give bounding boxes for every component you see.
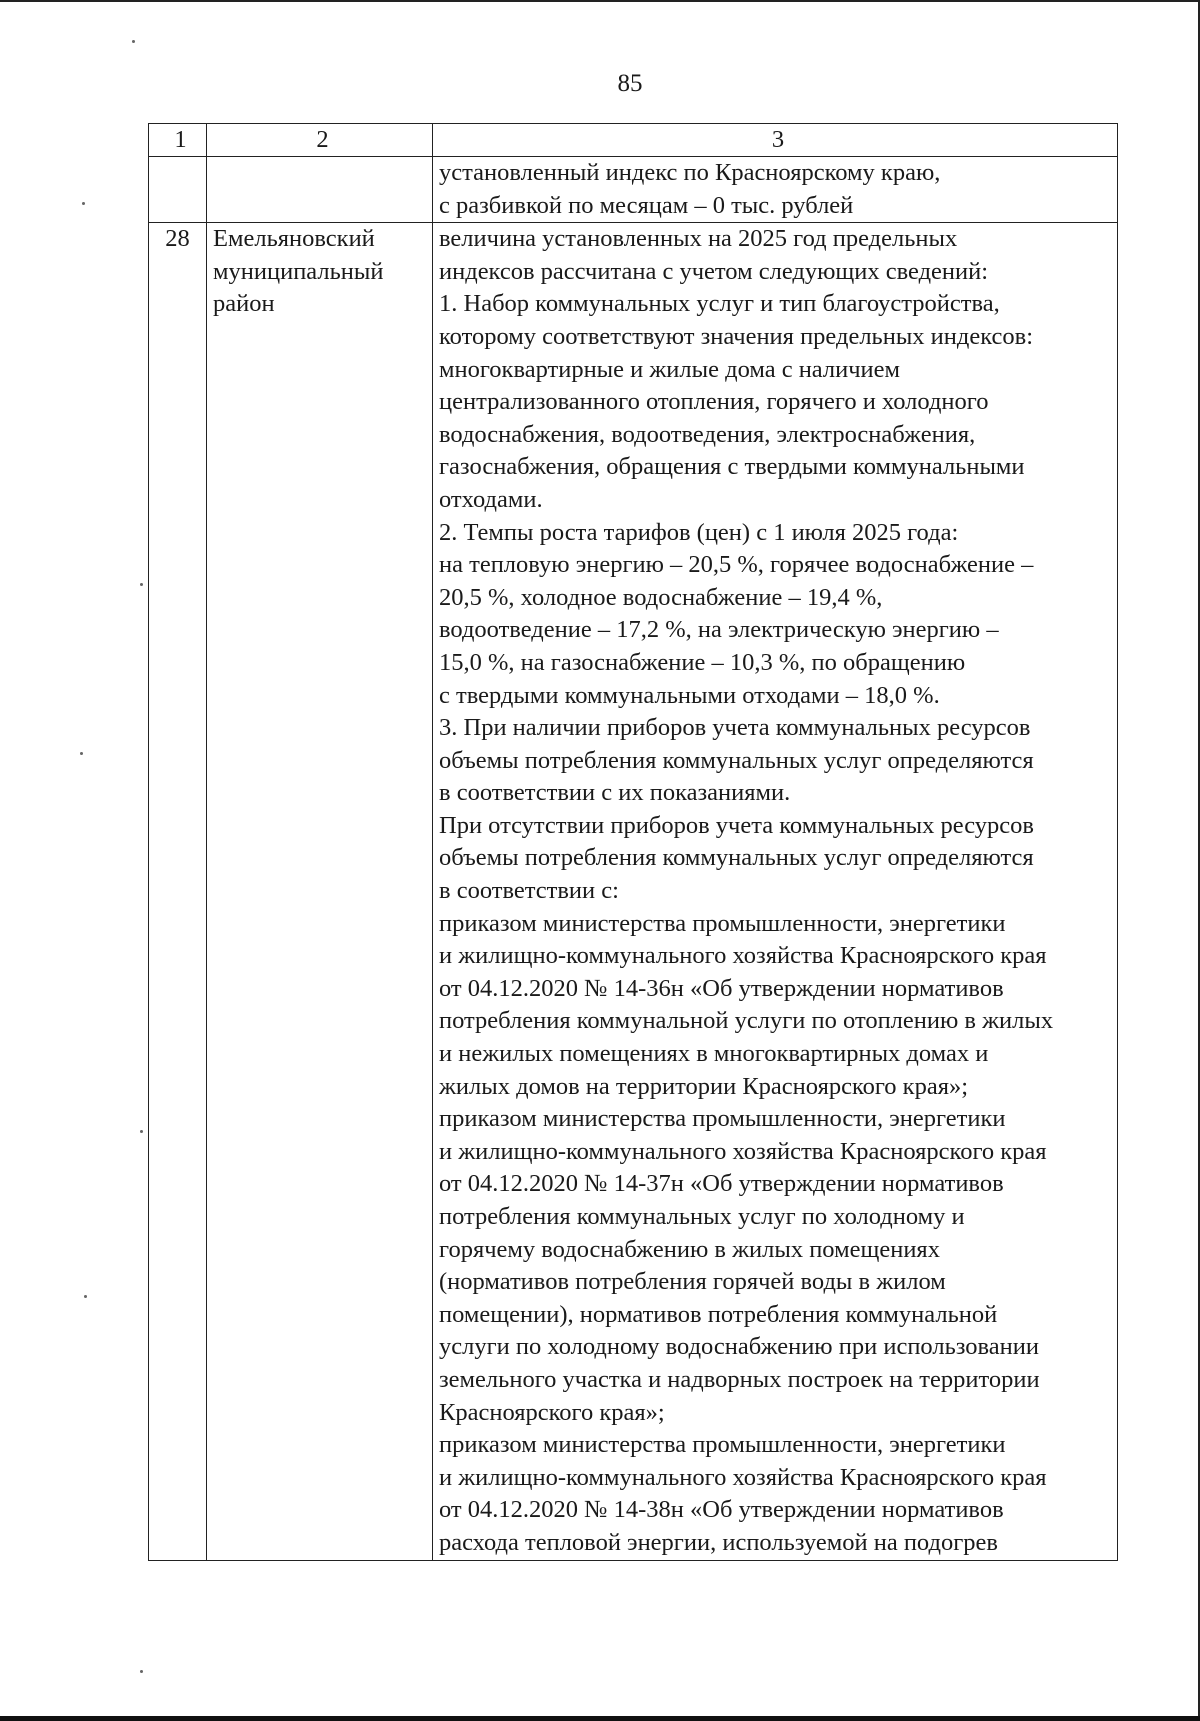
text-line: приказом министерства промышленности, энергетики: [439, 1105, 1006, 1133]
text-line: расхода тепловой энергии, используемой на подогрев: [439, 1528, 998, 1556]
text-line: с разбивкой по месяцам – 0 тыс. рублей: [439, 191, 854, 219]
cell-municipality-name: [207, 223, 433, 1560]
municipality-name-line: Емельяновский: [213, 225, 375, 253]
text-line: Красноярского края»;: [439, 1398, 665, 1426]
text-line: земельного участка и надворных построек на территории: [439, 1365, 1040, 1393]
text-line: и жилищно-коммунального хозяйства Красноярского края: [439, 1137, 1047, 1165]
scan-edge-top: [0, 0, 1200, 2]
text-line: объемы потребления коммунальных услуг определяются: [439, 746, 1034, 774]
text-line: на тепловую энергию – 20,5 %, горячее водоснабжение –: [439, 551, 1034, 579]
text-line: с твердыми коммунальными отходами – 18,0 %.: [439, 681, 940, 709]
text-line: (нормативов потребления горячей воды в жилом: [439, 1268, 946, 1296]
municipality-name-line: район: [213, 290, 275, 318]
text-line: жилых домов на территории Красноярского края»;: [439, 1072, 969, 1100]
text-line: 1. Набор коммунальных услуг и тип благоустройства,: [439, 290, 1000, 318]
text-line: 2. Темпы роста тарифов (цен) с 1 июля 2025 года:: [439, 518, 959, 546]
scan-speck: [80, 752, 83, 755]
cell-entry-text: [433, 223, 1118, 1560]
cell-entry-number: 28: [149, 223, 207, 1560]
header-cell-3: 3: [433, 124, 1118, 157]
header-cell-1: 1: [149, 124, 207, 157]
text-line: водоотведение – 17,2 %, на электрическую энергию –: [439, 616, 999, 644]
scan-speck: [140, 1670, 143, 1673]
table-row-entry: [149, 223, 1118, 1560]
text-line: помещении), нормативов потребления коммунальной: [439, 1300, 998, 1328]
text-line: многоквартирные и жилые дома с наличием: [439, 355, 901, 383]
scan-speck: [82, 202, 85, 205]
text-line: в соответствии с:: [439, 877, 619, 905]
text-line: газоснабжения, обращения с твердыми коммунальными: [439, 453, 1025, 481]
text-line: в соответствии с их показаниями.: [439, 779, 791, 807]
text-line: от 04.12.2020 № 14-37н «Об утверждении нормативов: [439, 1170, 1004, 1198]
text-line: приказом министерства промышленности, энергетики: [439, 909, 1006, 937]
text-line: и жилищно-коммунального хозяйства Красноярского края: [439, 1463, 1047, 1491]
cell-name-empty: [207, 157, 433, 223]
text-line: 20,5 %, холодное водоснабжение – 19,4 %,: [439, 583, 883, 611]
text-line: централизованного отопления, горячего и холодного: [439, 388, 989, 416]
text-line: величина установленных на 2025 год предельных: [439, 225, 958, 253]
text-line: горячему водоснабжению в жилых помещениях: [439, 1235, 940, 1263]
municipality-name-line: муниципальный: [213, 257, 384, 285]
text-line: и жилищно-коммунального хозяйства Красноярского края: [439, 942, 1047, 970]
cell-number-empty: [149, 157, 207, 223]
text-line: 3. При наличии приборов учета коммунальных ресурсов: [439, 714, 1031, 742]
cell-continuation-text: [433, 157, 1118, 223]
table-header-row: [149, 124, 1118, 157]
text-line: потребления коммунальной услуги по отоплению в жилых: [439, 1007, 1054, 1035]
header-cell-2: 2: [207, 124, 433, 157]
text-line: и нежилых помещениях в многоквартирных домах и: [439, 1040, 989, 1068]
text-line: приказом министерства промышленности, энергетики: [439, 1431, 1006, 1459]
table-row-continuation: [149, 157, 1118, 223]
text-line: При отсутствии приборов учета коммунальных ресурсов: [439, 811, 1034, 839]
text-line: которому соответствуют значения предельных индексов:: [439, 322, 1034, 350]
text-line: от 04.12.2020 № 14-36н «Об утверждении нормативов: [439, 974, 1004, 1002]
text-line: установленный индекс по Красноярскому краю,: [439, 159, 941, 186]
scan-edge-bottom: [0, 1716, 1200, 1721]
scan-speck: [84, 1295, 87, 1298]
text-line: потребления коммунальных услуг по холодному и: [439, 1203, 965, 1230]
text-line: водоснабжения, водоотведения, электроснабжения,: [439, 420, 976, 448]
page-number: 85: [617, 70, 643, 97]
document-table: [148, 123, 1118, 1561]
scan-speck: [140, 583, 143, 586]
text-line: 15,0 %, на газоснабжение – 10,3 %, по обращению: [439, 648, 966, 676]
text-line: от 04.12.2020 № 14-38н «Об утверждении нормативов: [439, 1496, 1004, 1524]
scan-speck: [140, 1130, 143, 1133]
text-line: объемы потребления коммунальных услуг определяются: [439, 844, 1034, 872]
text-line: отходами.: [439, 485, 543, 513]
text-line: индексов рассчитана с учетом следующих сведений:: [439, 257, 989, 285]
scan-speck: [132, 40, 135, 43]
text-line: услуги по холодному водоснабжению при использовании: [439, 1333, 1039, 1361]
